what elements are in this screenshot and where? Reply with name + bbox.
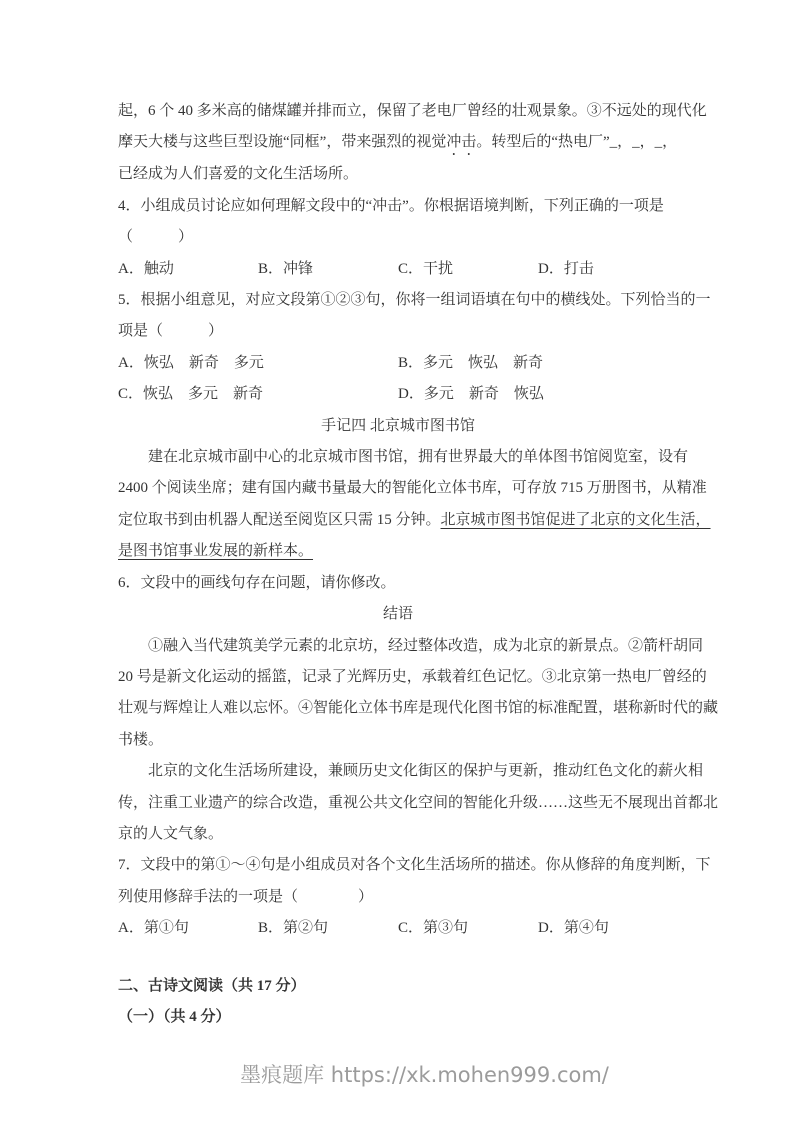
question-5-option-a: A．恢弘 新奇 多元 <box>118 354 264 371</box>
question-4-option-a: A．触动 <box>118 260 174 277</box>
note-4-line-3-underlined: 北京城市图书馆促进了北京的文化生活， <box>440 511 711 528</box>
question-5-stem-line-1: 5．根据小组意见，对应文段第①②③句，你将一组词语填在句中的横线处。下列恰当的一 <box>118 292 711 309</box>
conclusion-para-1-line-4: 书楼。 <box>118 731 164 748</box>
note-4-line-2: 2400 个阅读坐席；建有国内藏书量最大的智能化立体书库，可存放 715 万册图书，从精准 <box>118 480 707 497</box>
question-4-option-b: B．冲锋 <box>258 260 314 277</box>
conclusion-para-2-line-1: 北京的文化生活场所建设，兼顾历史文化街区的保护与更新，推动红色文化的薪火相 <box>148 763 704 780</box>
note-4-line-3-plain: 定位取书到由机器人配送至阅览区只需 15 分钟。 <box>118 511 441 528</box>
conclusion-title: 结语 <box>382 606 413 623</box>
question-7-option-d: D．第④句 <box>538 920 609 937</box>
section-2-subheading: （一）（共 4 分） <box>118 1008 231 1025</box>
question-6-stem: 6．文段中的画线句存在问题，请你修改。 <box>118 574 396 591</box>
question-4-option-c: C．干扰 <box>398 260 454 277</box>
footer-watermark: 墨痕题库 https://xk.mohen999.com/ <box>240 1063 609 1087</box>
question-4-options <box>118 254 678 285</box>
conclusion-para-1-line-3: 壮观与辉煌让人难以忘怀。④智能化立体书库是现代化图书馆的标准配置，堪称新时代的藏 <box>118 700 719 717</box>
question-4-option-d: D．打击 <box>538 260 594 277</box>
passage-line-1: 起，6 个 40 多米高的储煤罐并排而立，保留了老电厂曾经的壮观景象。③不远处的现代化 <box>118 103 707 119</box>
note-4-title: 手记四 北京城市图书馆 <box>321 417 475 434</box>
passage-line-3: 已经成为人们喜爱的文化生活场所。 <box>118 166 359 183</box>
passage-line-2 <box>118 127 678 159</box>
section-2-heading: 二、古诗文阅读（共 17 分） <box>118 977 306 994</box>
question-7-stem-line-1: 7．文段中的第①～④句是小组成员对各个文化生活场所的描述。你从修辞的角度判断，下 <box>118 857 711 874</box>
conclusion-para-2-line-2: 传，注重工业遗产的综合改造，重视公共文化空间的智能化升级……这些无不展现出首都北 <box>118 794 719 811</box>
emphasized-word: 冲击 <box>446 134 477 151</box>
note-4-line-4 <box>118 536 678 567</box>
question-7-option-c: C．第③句 <box>398 920 469 937</box>
question-4-answer-blank: （ ） <box>118 229 194 246</box>
question-5-option-c: C．恢弘 多元 新奇 <box>118 386 264 403</box>
note-4-line-1: 建在北京城市副中心的北京城市图书馆，拥有世界最大的单体图书馆阅览室，设有 <box>148 449 689 466</box>
question-5-options-row-2 <box>118 379 678 410</box>
conclusion-para-1-line-2: 20 号是新文化运动的摇篮，记录了光辉历史，承载着红色记忆。③北京第一热电厂曾经的 <box>118 668 707 685</box>
conclusion-para-2-line-3: 京的人文气象。 <box>118 825 224 842</box>
question-5-option-b: B．多元 恢弘 新奇 <box>398 354 544 371</box>
question-5-options-row-1 <box>118 348 678 379</box>
conclusion-para-1-line-1: ①融入当代建筑美学元素的北京坊，经过整体改造，成为北京的新景点。②箭杆胡同 <box>148 637 704 654</box>
question-7-stem-line-2: 列使用修辞手法的一项是（ ） <box>118 888 374 905</box>
question-7-options <box>118 913 678 944</box>
note-4-line-4-underlined: 是图书馆事业发展的新样本。 <box>118 543 314 560</box>
passage-line-2-text: 摩天大楼与这些巨型设施“同框”，带来强烈的视觉 <box>118 134 447 151</box>
passage-line-2-blanks: 。转型后的“热电厂”_，_，_， <box>476 134 678 151</box>
question-7-option-a: A．第①句 <box>118 920 189 937</box>
note-4-line-3 <box>118 505 711 536</box>
question-7-option-b: B．第②句 <box>258 920 329 937</box>
question-4-stem: 4．小组成员讨论应如何理解文段中的“冲击”。你根据语境判断，下列正确的一项是 <box>118 197 664 214</box>
question-5-stem-line-2: 项是（ ） <box>118 323 224 340</box>
question-5-option-d: D．多元 新奇 恢弘 <box>398 386 544 403</box>
